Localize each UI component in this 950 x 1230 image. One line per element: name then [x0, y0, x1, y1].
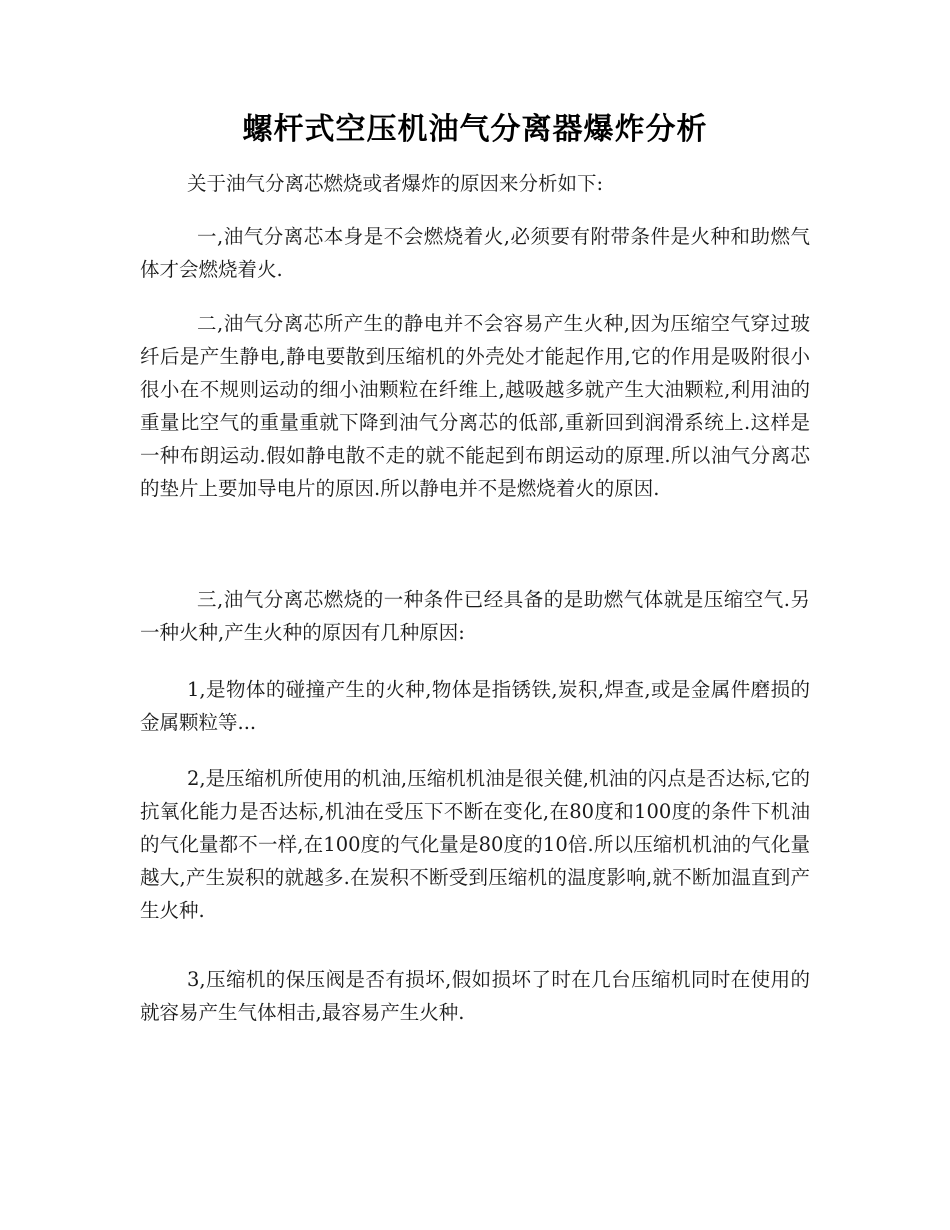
section-three-paragraph: 三,油气分离芯燃烧的一种条件已经具备的是助燃气体就是压缩空气.另一种火种,产生火种的原因有几种原因:: [140, 588, 810, 644]
section-one-paragraph: 一,油气分离芯本身是不会燃烧着火,必须要有附带条件是火种和助燃气体才会燃烧着火.: [140, 225, 810, 281]
cause-three-paragraph: 3,压缩机的保压阀是否有损坏,假如损坏了时在几台压缩机同时在使用的就容易产生气体相击,最容易产生火种.: [140, 968, 810, 1024]
section-two-paragraph: 二,油气分离芯所产生的静电并不会容易产生火种,因为压缩空气穿过玻纤后是产生静电,静电要散到压缩机的外壳处才能起作用,它的作用是吸附很小很小在不规则运动的细小油颗粒在纤维上,越吸越多就产生大油颗粒,利用油的重量比空气的重量重就下降到油气分离芯的低部,重新回到润滑系统上.这样是一种布朗运动.假如静电散不走的就不能起到布朗运动的原理.所以油气分离芯的垫片上要加导电片的原因.所以静电并不是燃烧着火的原因.: [140, 312, 810, 500]
document-title: 螺杆式空压机油气分离器爆炸分析: [242, 112, 708, 147]
cause-two-paragraph: 2,是压缩机所使用的机油,压缩机机油是很关健,机油的闪点是否达标,它的抗氧化能力是否达标,机油在受压下不断在变化,在80度和100度的条件下机油的气化量都不一样,在100度的气化量是80度的10倍.所以压缩机机油的气化量越大,产生炭积的就越多.在炭积不断受到压缩机的温度影响,就不断加温直到产生火种.: [140, 767, 810, 922]
intro-paragraph: 关于油气分离芯燃烧或者爆炸的原因来分析如下:: [187, 172, 604, 195]
cause-one-paragraph: 1,是物体的碰撞产生的火种,物体是指锈铁,炭积,焊查,或是金属件磨损的金属颗粒等...: [140, 678, 810, 734]
